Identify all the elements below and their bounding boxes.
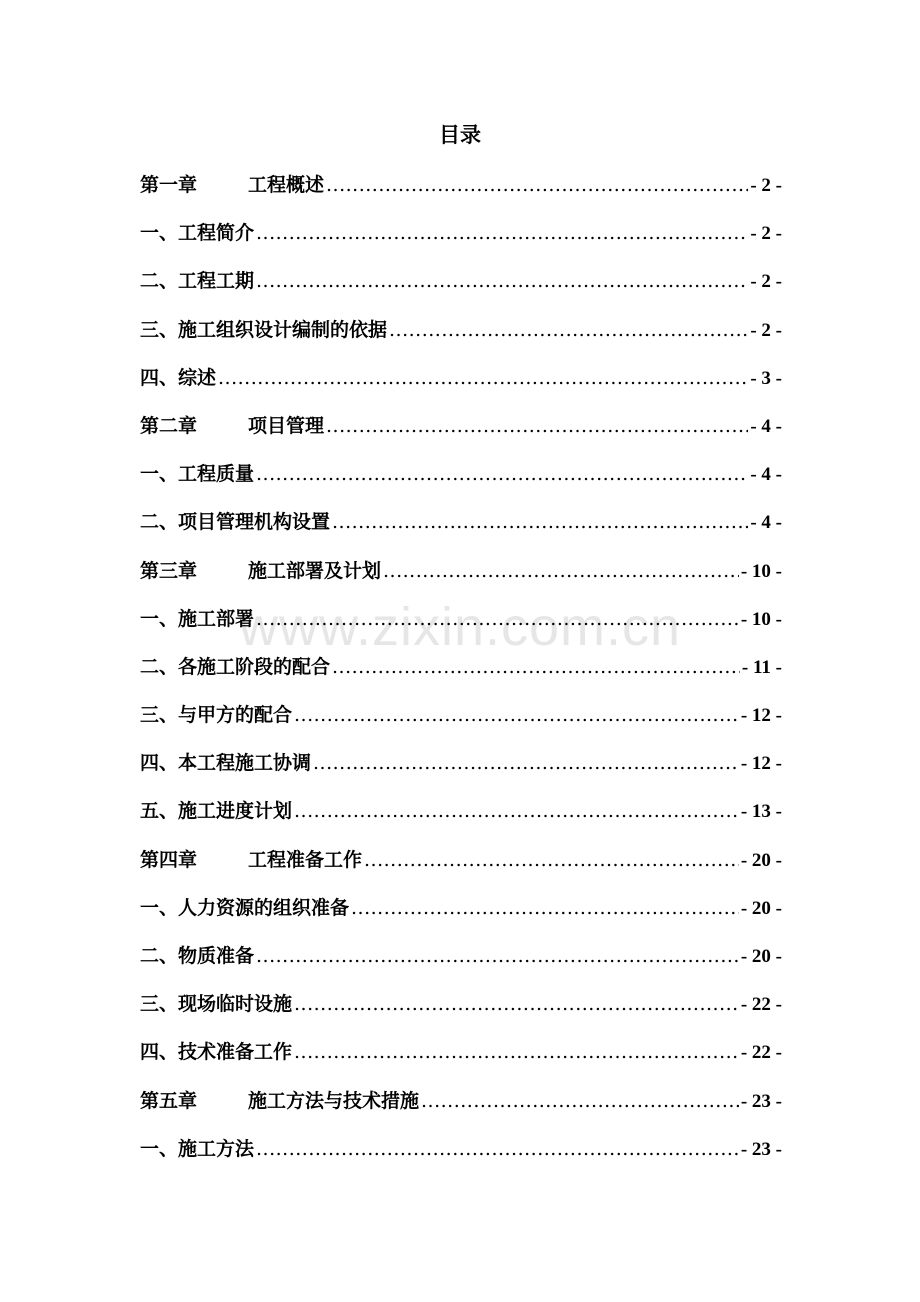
toc-page-number: - 4 - (750, 464, 782, 486)
toc-page-number: - 22 - (740, 994, 782, 1016)
toc-chapter-entry[interactable] (140, 409, 782, 457)
toc-entry-label (140, 650, 330, 684)
toc-entry-text: 工程准备工作 (248, 848, 363, 871)
toc-page-number: - 20 - (740, 849, 782, 871)
toc-entry-label (140, 987, 292, 1021)
toc-page-number: - 10 - (740, 608, 782, 630)
toc-page-number: - 22 - (740, 1042, 782, 1064)
toc-entry-label (140, 843, 362, 877)
toc-entry-text: 四、综述 (140, 366, 217, 389)
toc-entry-text: 一、工程质量 (140, 463, 255, 486)
toc-section-entry[interactable] (140, 794, 782, 842)
toc-page-number: - 3 - (750, 367, 782, 389)
toc-entry-label (140, 1084, 419, 1118)
toc-section-entry[interactable] (140, 746, 782, 794)
toc-entry-text: 二、工程工期 (140, 270, 255, 293)
toc-page-number: - 23 - (740, 1138, 782, 1160)
toc-page-number: - 4 - (750, 415, 782, 437)
toc-entry-text: 一、施工方法 (140, 1137, 255, 1160)
dot-leader (421, 1084, 739, 1118)
toc-page-number: - 2 - (750, 319, 782, 341)
chapter-number: 第二章 (140, 414, 198, 437)
toc-entry-text: 工程概述 (248, 174, 325, 196)
toc-entry-label (140, 409, 324, 443)
dot-leader (256, 216, 748, 250)
dot-leader (294, 1035, 739, 1069)
toc-entry-label (140, 457, 254, 491)
dot-leader (294, 987, 739, 1021)
toc-page-number: - 20 - (740, 897, 782, 919)
toc-chapter-entry[interactable] (140, 843, 782, 891)
chapter-number: 第五章 (140, 1089, 198, 1112)
toc-entry-text: 四、技术准备工作 (140, 1041, 293, 1064)
toc-entry-label (140, 505, 330, 539)
dot-leader (256, 457, 748, 491)
toc-entry-text: 二、各施工阶段的配合 (140, 655, 331, 678)
toc-entry-label (140, 216, 254, 250)
toc-entry-label (140, 891, 349, 925)
dot-leader (294, 698, 739, 732)
toc-title: 目录 (439, 122, 481, 147)
toc-page-number: - 20 - (740, 946, 782, 967)
toc-entry-text: 一、工程简介 (140, 222, 255, 245)
dot-leader (218, 361, 748, 395)
toc-section-entry[interactable] (140, 505, 782, 553)
toc-entry-text: 一、人力资源的组织准备 (140, 896, 350, 919)
dot-leader (351, 891, 739, 925)
dot-leader (256, 602, 739, 636)
toc-entry-text: 三、现场临时设施 (140, 993, 293, 1016)
toc-section-entry[interactable] (140, 1035, 782, 1083)
toc-page-number: - 12 - (740, 705, 782, 727)
toc-section-entry[interactable] (140, 602, 782, 650)
toc-list (140, 168, 782, 1180)
toc-section-entry[interactable] (140, 650, 782, 698)
toc-chapter-entry[interactable] (140, 168, 782, 216)
toc-entry-label (140, 602, 254, 636)
toc-section-entry[interactable] (140, 987, 782, 1035)
chapter-number: 第三章 (140, 559, 198, 582)
toc-entry-text: 三、施工组织设计编制的依据 (140, 318, 388, 341)
toc-page-number: - 4 - (750, 512, 782, 534)
toc-entry-text: 项目管理 (248, 414, 325, 437)
toc-section-entry[interactable] (140, 939, 782, 987)
dot-leader (326, 168, 748, 202)
toc-entry-text: 施工方法与技术措施 (248, 1089, 420, 1112)
toc-section-entry[interactable] (140, 891, 782, 939)
toc-chapter-entry[interactable] (140, 554, 782, 602)
toc-entry-label (140, 794, 292, 828)
toc-entry-label (140, 1132, 254, 1166)
toc-page-number: - 10 - (740, 560, 782, 582)
dot-leader (256, 264, 748, 298)
dot-leader (294, 794, 739, 828)
toc-section-entry[interactable] (140, 698, 782, 746)
toc-page-number: - 2 - (750, 271, 782, 293)
toc-entry-label (140, 939, 254, 973)
dot-leader (383, 554, 739, 588)
dot-leader (332, 505, 748, 539)
dot-leader (332, 650, 740, 684)
dot-leader (256, 1132, 739, 1166)
dot-leader (364, 843, 739, 877)
dot-leader (389, 313, 748, 347)
toc-entry-text: 一、施工部署 (140, 607, 255, 630)
toc-entry-label (140, 313, 387, 347)
dot-leader (313, 746, 739, 780)
toc-page-number: - 12 - (740, 753, 782, 775)
toc-section-entry[interactable] (140, 264, 782, 312)
toc-entry-label (140, 698, 292, 732)
toc-chapter-entry[interactable] (140, 1084, 782, 1132)
toc-section-entry[interactable] (140, 216, 782, 264)
toc-entry-text: 四、本工程施工协调 (140, 752, 312, 775)
chapter-number: 第四章 (140, 848, 198, 871)
toc-entry-text: 五、施工进度计划 (140, 800, 293, 823)
toc-entry-text: 二、项目管理机构设置 (140, 511, 331, 534)
dot-leader (326, 409, 748, 443)
toc-entry-text: 三、与甲方的配合 (140, 704, 293, 727)
toc-entry-label (140, 554, 381, 588)
toc-page-number: - 11 - (741, 656, 782, 678)
toc-section-entry[interactable] (140, 1132, 782, 1180)
toc-entry-label (140, 264, 254, 298)
toc-page-number: - 13 - (740, 801, 782, 823)
toc-entry-text: 施工部署及计划 (248, 559, 382, 582)
toc-section-entry[interactable] (140, 313, 782, 361)
toc-page-number: - 23 - (740, 1090, 782, 1112)
toc-entry-label (140, 168, 324, 202)
toc-section-entry[interactable] (140, 361, 782, 409)
dot-leader (256, 939, 739, 973)
toc-entry-text: 二、物质准备 (140, 945, 255, 967)
toc-entry-label (140, 1035, 292, 1069)
toc-section-entry[interactable] (140, 457, 782, 505)
toc-page-number: - 2 - (750, 175, 782, 196)
toc-entry-label (140, 746, 311, 780)
chapter-number: 第一章 (140, 174, 198, 196)
toc-page-number: - 2 - (750, 223, 782, 245)
toc-entry-label (140, 361, 216, 395)
watermark: www.zixin.com.cn (238, 597, 682, 657)
